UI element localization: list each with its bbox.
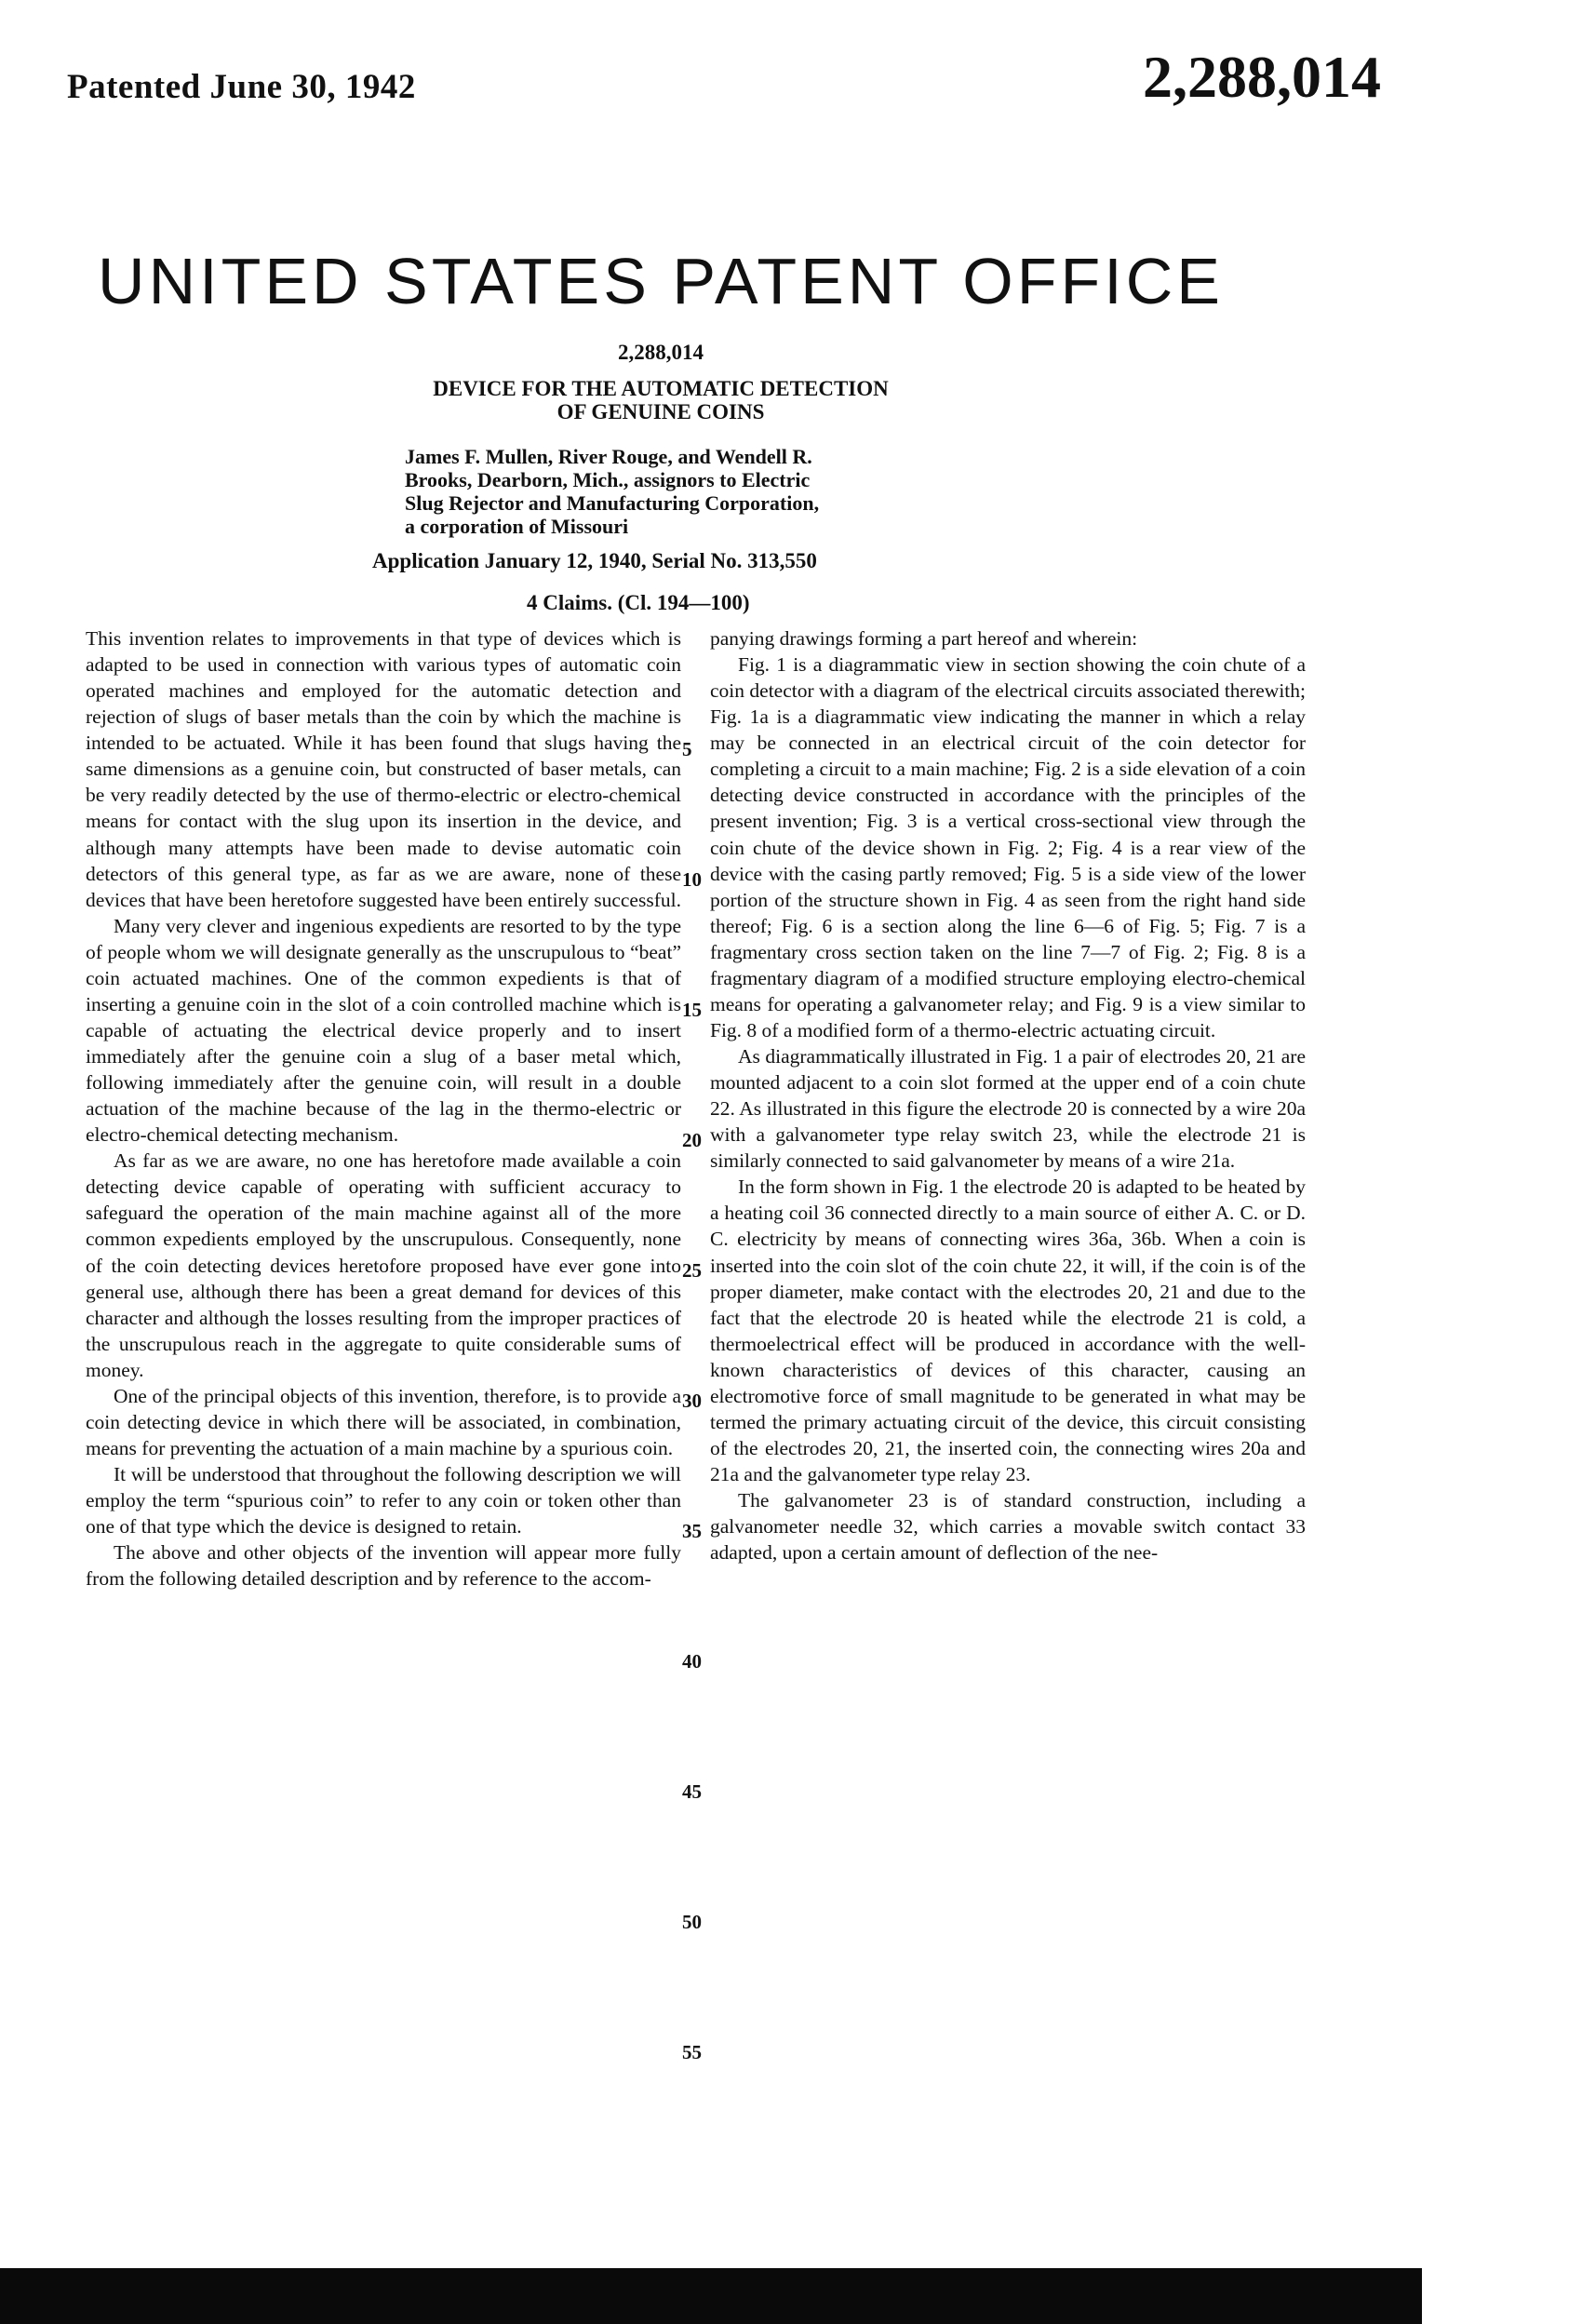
paragraph: This invention relates to improvements in that type of devices which is adapted to be used in connection with various types of automatic coin operated machines and employed for the automatic detection and rejection of slugs of baser metals than the coin by which the machine is intended to be actuated. While it has been found that slugs having the same dimensions as a genuine coin, but constructed of baser metals, can be very readily detected by the use of thermo-electric or electro-chemical means for contact with the slug upon its insertion in the device, and although many attempts have been made to devise automatic coin detectors of this general type, as far as we are aware, none of these devices that have been heretofore suggested have been entirely successful. <box>86 627 681 911</box>
patent-date: Patented June 30, 1942 <box>67 68 416 106</box>
office-heading: UNITED STATES PATENT OFFICE <box>98 245 1224 317</box>
line-number: 10 <box>682 868 702 891</box>
line-number: 40 <box>682 1650 702 1672</box>
right-column <box>710 625 1306 1565</box>
paragraph: Many very clever and ingenious expedients are resorted to by the type of people whom we will designate generally as the unscrupulous to “beat” coin actuated machines. One of the common expedients is that of inserting a genuine coin in the slot of a coin controlled machine which is capable of actuating the electrical device properly and to insert immediately after the genuine coin a slug of a baser metal which, following immediately after the genuine coin, will result in a double actuation of the machine because of the lag in the thermo-electric or electro-chemical detecting mechanism. <box>86 914 681 1147</box>
line-number: 50 <box>682 1911 702 1933</box>
inventor-line: a corporation of Missouri <box>405 515 629 538</box>
patent-number: 2,288,014 <box>618 341 704 364</box>
line-number: 55 <box>682 2041 702 2063</box>
paragraph: As diagrammatically illustrated in Fig. 1 a pair of electrodes 20, 21 are mounted adjacent to a coin slot formed at the upper end of a coin chute 22. As illustrated in this figure the electrode 20 is connected by a wire 20a with a galvanometer type relay switch 23, while the electrode 21 is similarly connected to said galvanometer by means of a wire 21a. <box>710 1045 1306 1173</box>
inventor-line: Brooks, Dearborn, Mich., assignors to Electric <box>405 468 811 491</box>
line-number: 5 <box>682 738 692 760</box>
left-column <box>86 625 681 1592</box>
application-line: Application January 12, 1940, Serial No. 313,550 <box>372 549 817 572</box>
line-number: 15 <box>682 999 702 1021</box>
inventor-line: James F. Mullen, River Rouge, and Wendell R. <box>405 445 812 468</box>
claims-line: 4 Claims. (Cl. 194—100) <box>527 591 750 614</box>
title-line-1: DEVICE FOR THE AUTOMATIC DETECTION <box>433 377 889 400</box>
paragraph: As far as we are aware, no one has heretofore made available a coin detecting device capable of operating with sufficient accuracy to safeguard the operation of the main machine against all of the more common expedients employed by the unscrupulous. Consequently, none of the coin detecting devices heretofore proposed have ever gone into general use, although there has been a great demand for devices of this character and although the losses resulting from the improper practices of the unscrupulous reach in the aggregate to quite considerable sums of money. <box>86 1149 681 1381</box>
title-line-2: OF GENUINE COINS <box>556 400 765 423</box>
paragraph: Fig. 1 is a diagrammatic view in section showing the coin chute of a coin detector with a diagram of the electrical circuits associated therewith; Fig. 1a is a diagrammatic view indicating the manner in which a relay may be connected in an electrical circuit of the coin detector for completing a circuit to a main machine; Fig. 2 is a side elevation of a coin detecting device constructed in accordance with the principles of the present invention; Fig. 3 is a vertical cross-sectional view through the coin chute of the device shown in Fig. 2; Fig. 4 is a rear view of the device with the casing partly removed; Fig. 5 is a side view of the lower portion of the structure shown in Fig. 4 as seen from the right hand side thereof; Fig. 6 is a section along the line 6—6 of Fig. 5; Fig. 7 is a fragmentary cross section taken on the line 7—7 of Fig. 2; Fig. 8 is a fragmentary diagram of a modified structure employing electro-chemical means for operating a galvanometer relay; and Fig. 9 is a view similar to Fig. 8 of a modified form of a thermo-electric actuating circuit. <box>710 653 1306 1041</box>
line-number: 45 <box>682 1780 702 1803</box>
inventor-line: Slug Rejector and Manufacturing Corporation, <box>405 491 820 515</box>
paragraph: panying drawings forming a part hereof and wherein: <box>710 627 1138 650</box>
paragraph: It will be understood that throughout the following description we will employ the term “spurious coin” to refer to any coin or token other than one of that type which the device is designed to retain. <box>86 1463 681 1538</box>
line-number: 20 <box>682 1129 702 1151</box>
paragraph: The above and other objects of the invention will appear more fully from the following detailed description and by reference to the accom- <box>86 1541 681 1591</box>
line-number: 30 <box>682 1390 702 1412</box>
line-number: 25 <box>682 1259 702 1282</box>
paragraph: One of the principal objects of this invention, therefore, is to provide a coin detecting device in which there will be associated, in combination, means for preventing the actuation of a main machine by a spurious coin. <box>86 1384 681 1459</box>
patent-number-header: 2,288,014 <box>1143 44 1381 110</box>
paragraph: The galvanometer 23 is of standard construction, including a galvanometer needle 32, which carries a movable switch contact 33 adapted, upon a certain amount of deflection of the nee- <box>710 1489 1306 1565</box>
line-number: 35 <box>682 1520 702 1542</box>
paragraph: In the form shown in Fig. 1 the electrode 20 is adapted to be heated by a heating coil 36 connected directly to a main source of either A. C. or D. C. electricity by means of connecting wires 36a, 36b. When a coin is inserted into the coin slot of the coin chute 22, it will, if the coin is of the proper diameter, make contact with the electrodes 20, 21 and due to the fact that the electrode 20 is heated while the electrode 21 is cold, a thermoelectrical effect will be produced in accordance with the well-known characteristics of devices of this character, causing an electromotive force of small magnitude to be generated in what may be termed the primary actuating circuit of the device, this circuit consisting of the electrodes 20, 21, the inserted coin, the connecting wires 20a and 21a and the galvanometer type relay 23. <box>710 1175 1306 1485</box>
scan-border <box>0 2268 1422 2324</box>
